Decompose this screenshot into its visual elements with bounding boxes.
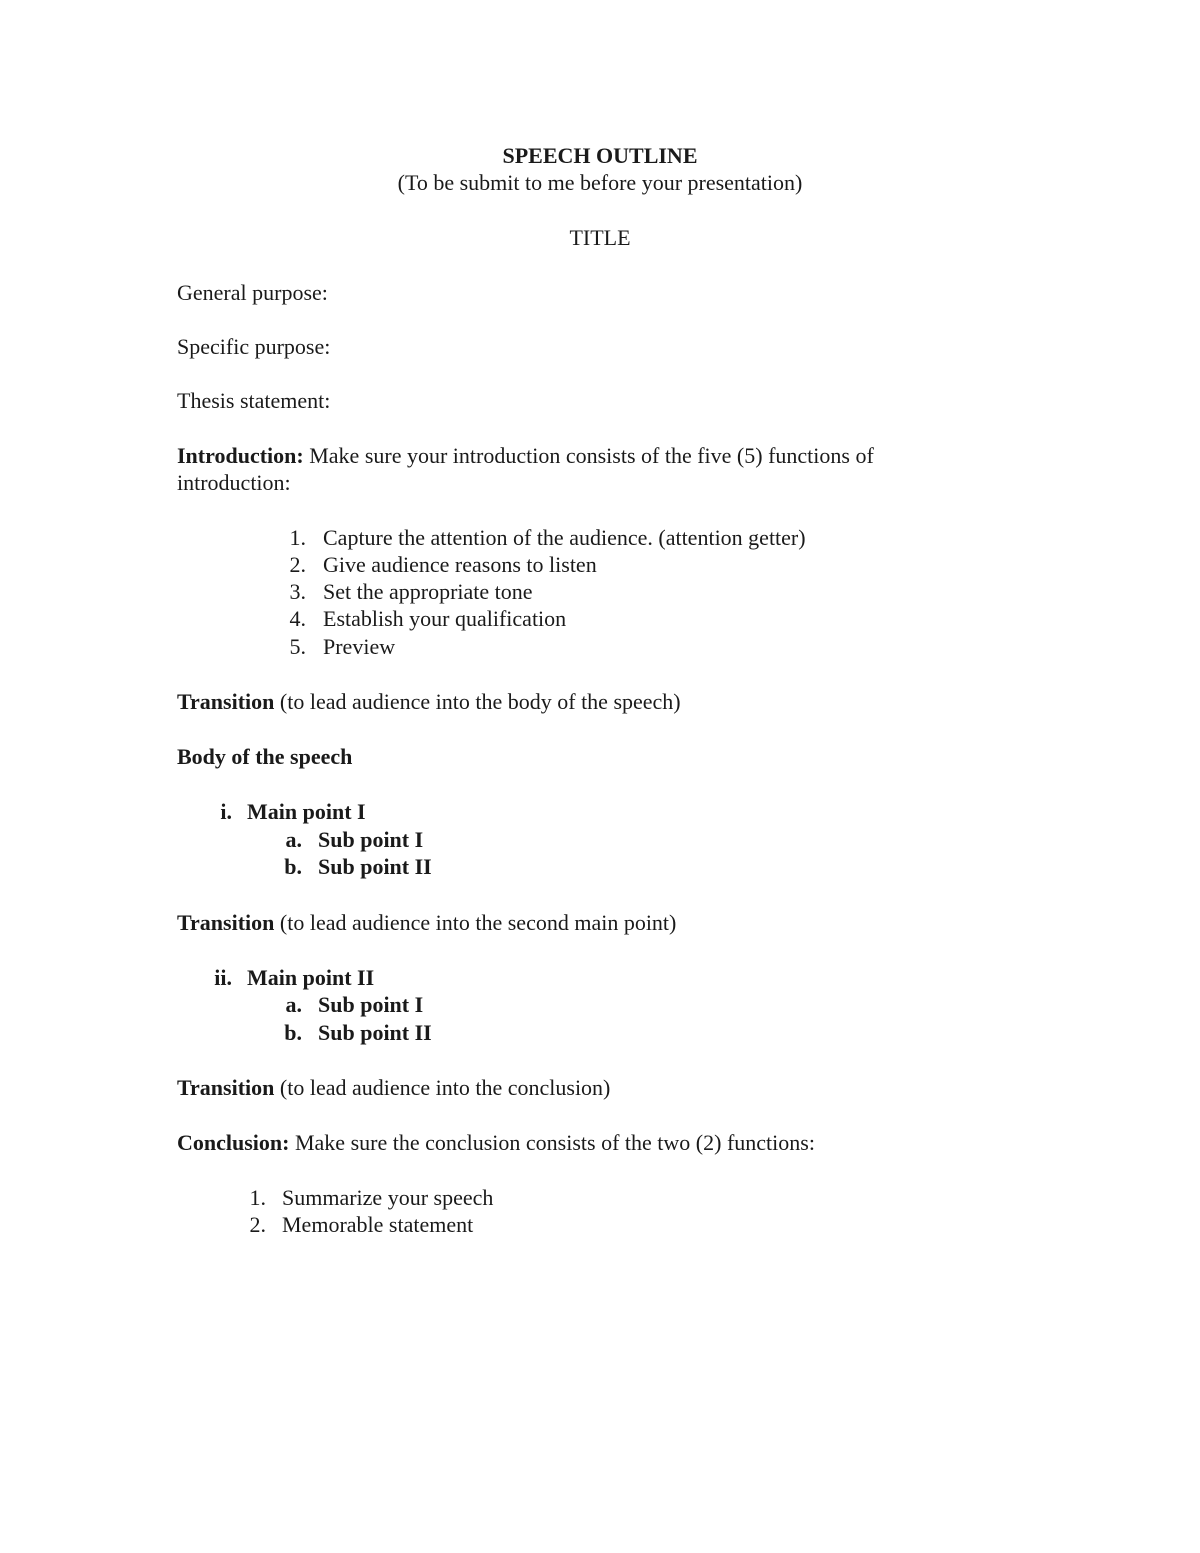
document-title: SPEECH OUTLINE [502,143,698,168]
main-point-text: Main point II [247,965,375,990]
main-point-number: ii. [214,965,232,990]
sub-point-number: a. [285,992,302,1017]
list-number: 3. [289,579,306,604]
sub-point-text: Sub point II [318,854,432,879]
transition-to-conclusion [177,1074,610,1101]
list-item: Memorable statement [282,1212,474,1237]
specific-purpose-label: Specific purpose: [177,334,331,359]
transition-label: Transition [177,689,275,714]
transition-text: (to lead audience into the conclusion) [274,1075,611,1100]
transition-label: Transition [177,1075,275,1100]
document-subtitle: (To be submit to me before your presentation) [397,170,803,195]
list-number: 5. [289,634,306,659]
sub-point-text: Sub point I [318,827,424,852]
sub-point-text: Sub point II [318,1020,432,1045]
sub-point-number: b. [284,854,302,879]
list-number: 4. [289,606,306,631]
conclusion-text: Make sure the conclusion consists of the two (2) functions: [289,1130,815,1155]
transition-to-body [177,688,681,715]
list-number: 1. [249,1185,266,1210]
list-item: Preview [323,634,396,659]
list-item: Summarize your speech [282,1185,494,1210]
list-number: 2. [249,1212,266,1237]
introduction-label: Introduction: [177,443,304,468]
thesis-statement-label: Thesis statement: [177,388,331,413]
conclusion-label: Conclusion: [177,1130,290,1155]
list-item: Establish your qualification [323,606,567,631]
list-item: Set the appropriate tone [323,579,533,604]
sub-point-number: b. [284,1020,302,1045]
sub-point-number: a. [285,827,302,852]
main-point-text: Main point I [247,799,366,824]
list-item: Give audience reasons to listen [323,552,597,577]
introduction-paragraph [177,442,874,469]
list-number: 2. [289,552,306,577]
introduction-text-continued: introduction: [177,470,291,495]
list-number: 1. [289,525,306,550]
general-purpose-label: General purpose: [177,280,328,305]
main-point-number: i. [220,799,232,824]
conclusion-paragraph [177,1129,815,1156]
transition-text: (to lead audience into the body of the speech) [274,689,681,714]
list-item: Capture the attention of the audience. (attention getter) [323,525,806,550]
speech-title-placeholder: TITLE [569,225,631,250]
transition-label: Transition [177,910,275,935]
introduction-text: Make sure your introduction consists of the five (5) functions of [303,443,874,468]
transition-text: (to lead audience into the second main point) [274,910,677,935]
body-heading: Body of the speech [177,744,353,769]
sub-point-text: Sub point I [318,992,424,1017]
transition-to-second-point [177,909,676,936]
